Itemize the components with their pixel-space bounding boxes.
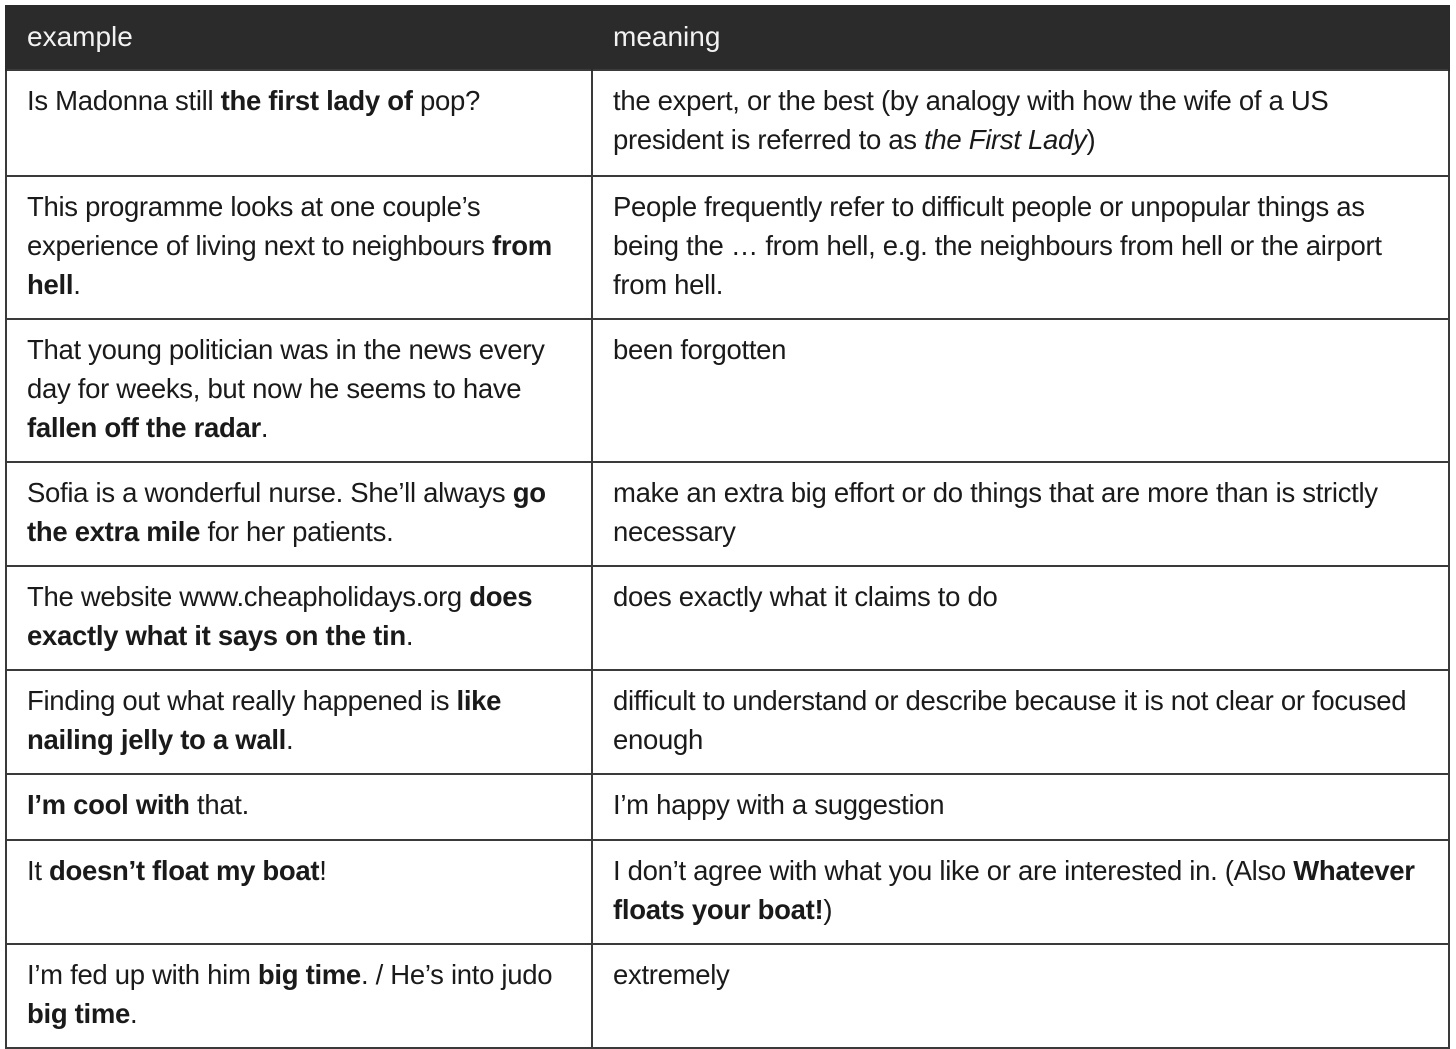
meaning-text: the expert, or the best (by analogy with how the wife of a US president is referred to as	[613, 85, 1329, 155]
idiom-phrase: big time	[257, 959, 361, 990]
meaning-cell	[592, 319, 1449, 462]
example-cell	[6, 840, 592, 944]
example-text: !	[319, 855, 327, 886]
meaning-italic-text: the First Lady	[924, 124, 1087, 155]
table-row	[6, 319, 1449, 462]
example-text: I’m fed up with him	[27, 959, 258, 990]
header-row	[6, 5, 1449, 70]
example-text: that.	[189, 789, 249, 820]
meaning-text: I’m happy with a suggestion	[613, 789, 945, 820]
idiom-phrase: big time	[27, 998, 131, 1029]
idioms-table-container	[5, 5, 1448, 1049]
example-text: Sofia is a wonderful nurse. She’ll always	[27, 477, 513, 508]
example-cell	[6, 670, 592, 774]
example-text: This programme looks at one couple’s experience of living next to neighbours	[27, 191, 492, 261]
table-row	[6, 840, 1449, 944]
example-cell	[6, 462, 592, 566]
meaning-text: does exactly what it claims to do	[613, 581, 998, 612]
table-row	[6, 774, 1449, 840]
example-text: .	[130, 998, 138, 1029]
example-cell	[6, 774, 592, 840]
example-cell	[6, 319, 592, 462]
example-cell	[6, 176, 592, 319]
meaning-text: )	[1086, 124, 1096, 155]
example-text: .	[260, 412, 269, 443]
meaning-text: I don’t agree with what you like or are interested in. (Also	[613, 855, 1294, 886]
example-text: .	[73, 269, 81, 300]
meaning-cell	[592, 70, 1449, 176]
example-text: It	[27, 855, 50, 886]
idiom-phrase: fallen off the radar	[27, 412, 261, 443]
example-text: .	[286, 724, 294, 755]
example-text: Is Madonna still	[27, 85, 221, 116]
idiom-phrase: like nailing jelly to a wall	[27, 685, 502, 755]
idiom-phrase: does exactly what it says on the tin	[27, 581, 533, 651]
meaning-cell	[592, 670, 1449, 774]
idiom-phrase: I’m cool with	[27, 789, 190, 820]
example-text: The website www.cheapholidays.org	[27, 581, 470, 612]
table-row	[6, 462, 1449, 566]
example-text: Finding out what really happened is	[27, 685, 457, 716]
idiom-phrase: the first lady of	[220, 85, 413, 116]
table-row	[6, 670, 1449, 774]
meaning-cell	[592, 944, 1449, 1048]
table-row	[6, 566, 1449, 670]
example-cell	[6, 944, 592, 1048]
meaning-text: )	[823, 894, 833, 925]
meaning-cell	[592, 462, 1449, 566]
meaning-text: difficult to understand or describe because it is not clear or focused enough	[613, 685, 1407, 755]
meaning-cell	[592, 566, 1449, 670]
example-cell	[6, 566, 592, 670]
meaning-cell	[592, 176, 1449, 319]
example-text: pop?	[412, 85, 480, 116]
idioms-table	[5, 5, 1450, 1049]
example-text: That young politician was in the news every day for weeks, but now he seems to have	[27, 334, 545, 404]
table-row	[6, 70, 1449, 176]
column-header-meaning: meaning	[592, 5, 1449, 70]
meaning-text: People frequently refer to difficult people or unpopular things as being the … from hell, e.g. the neighbours from hell or the airport from hell.	[613, 191, 1382, 300]
meaning-cell	[592, 774, 1449, 840]
related-idiom-phrase: Whatever floats your boat!	[613, 855, 1415, 925]
example-text: for her patients.	[200, 516, 394, 547]
idiom-phrase: go the extra mile	[27, 477, 546, 547]
table-row	[6, 944, 1449, 1048]
example-text: .	[405, 620, 414, 651]
example-text: . / He’s into judo	[360, 959, 553, 990]
meaning-text: make an extra big effort or do things that are more than is strictly necessary	[613, 477, 1378, 547]
idiom-phrase: from hell	[27, 230, 552, 300]
column-header-example: example	[6, 5, 592, 70]
meaning-text: been forgotten	[613, 334, 787, 365]
meaning-cell	[592, 840, 1449, 944]
meaning-text: extremely	[613, 959, 730, 990]
example-cell	[6, 70, 592, 176]
idiom-phrase: doesn’t float my boat	[49, 855, 320, 886]
table-row	[6, 176, 1449, 319]
